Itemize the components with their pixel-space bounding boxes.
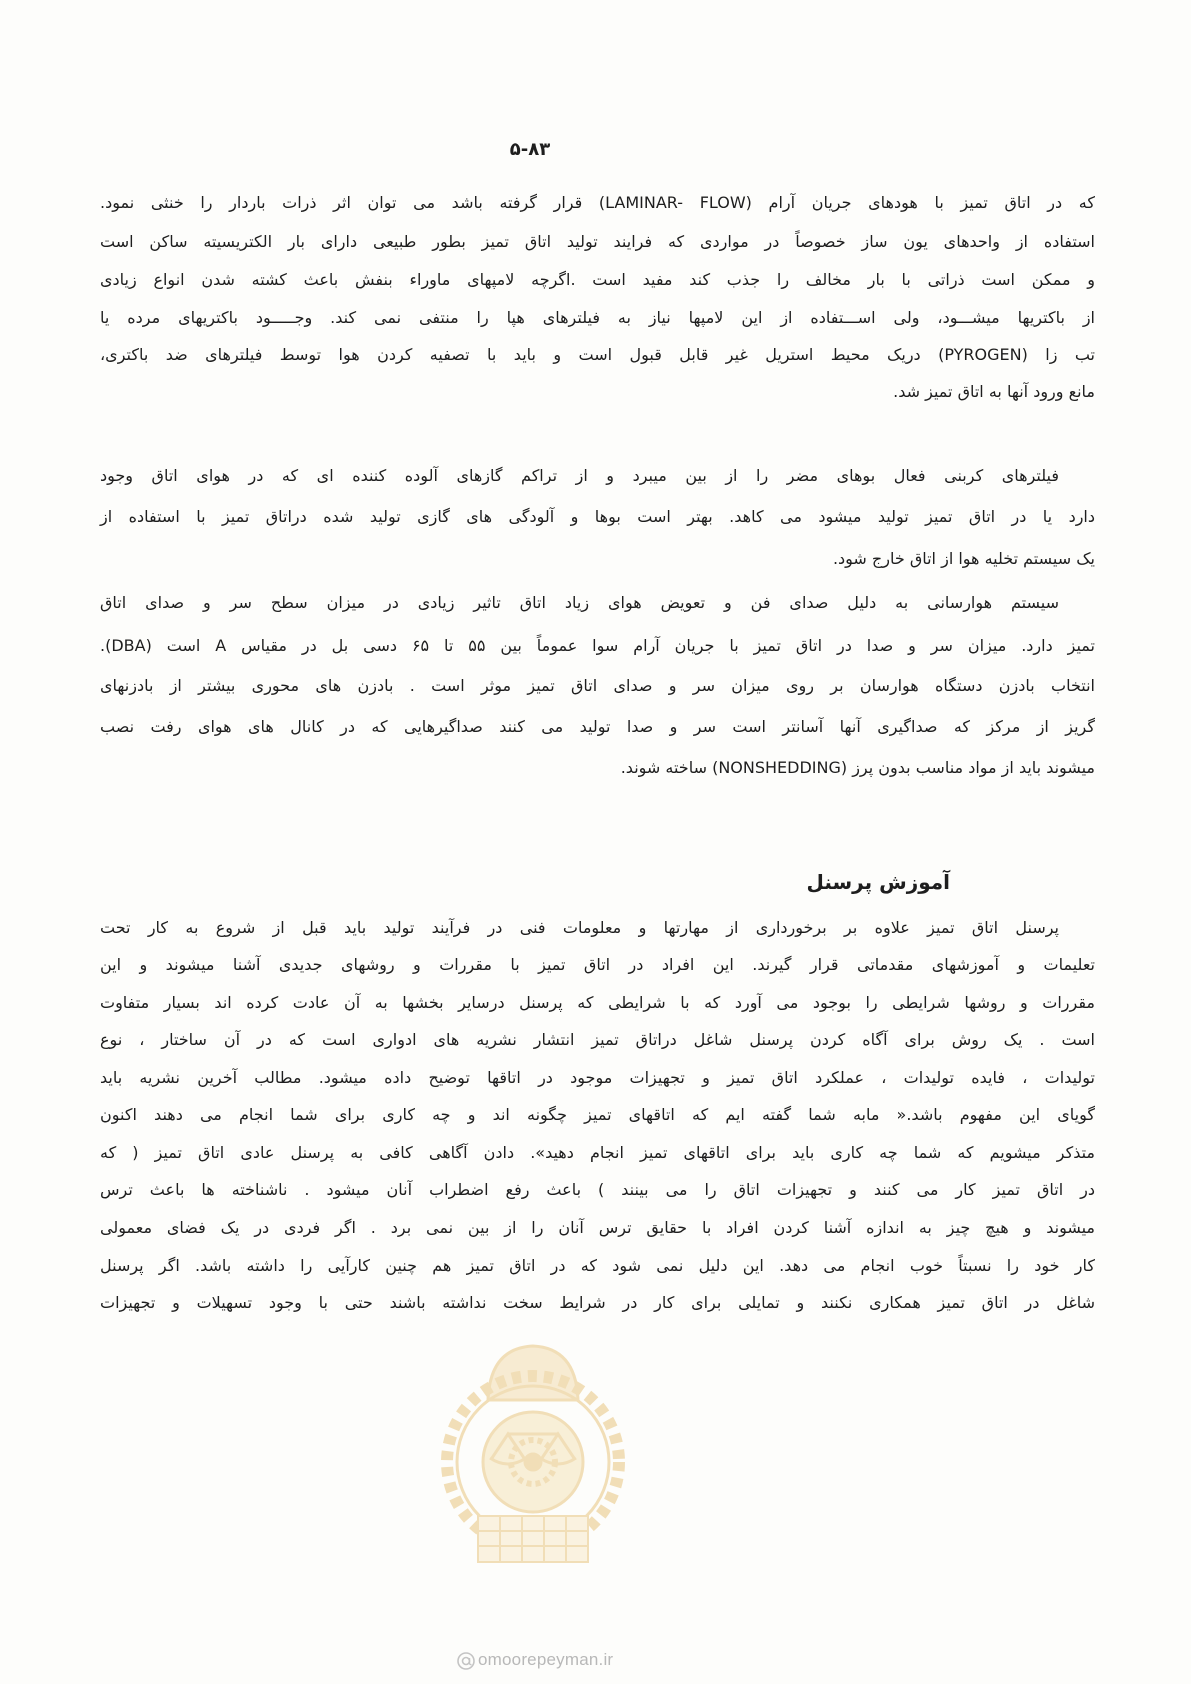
watermark-grid	[478, 1516, 588, 1562]
section-paragraph-1-line-5: تولیدات ، فایده تولیدات ، عملکرد اتاق تمیز و تجهیزات موجود در اتاقها توضیح داده میشود. مطالب آخرین نشریه باید	[100, 1068, 1095, 1087]
seal-logo-icon	[430, 1338, 636, 1566]
section-heading: آموزش پرسنل	[806, 870, 950, 894]
section-paragraph-1-line-2: تعلیمات و آموزشهای مقدماتی قرار گیرند. این افراد در اتاق تمیز با مقررات و روشهای جدیدی آشنا میشوند و این	[100, 955, 1095, 974]
section-paragraph-1-line-11: شاغل در اتاق تمیز همکاری نکنند و تمایلی برای کار در شرایط سخت نداشته باشند حتی با وجود تسهیلات و تجهیزات	[100, 1293, 1095, 1312]
paragraph-3-line-1: سیستم هوارسانی به دلیل صدای فن و تعویض هوای زیاد اتاق تاثیر زیادی در میزان سطح سر و صدای اتاق	[100, 593, 1059, 612]
section-paragraph-1-line-4: است . یک روش برای آگاه کردن پرسنل شاغل دراتاق تمیز انتشار نشریه های ادواری است که در آن ساختار ، نوع	[100, 1030, 1095, 1049]
section-paragraph-1-line-6: گویای این مفهوم باشد.« مابه شما گفته ایم که اتاقهای تمیز چگونه اند و چه کاری برای شما انجام می دهند اکنون	[100, 1105, 1095, 1124]
paragraph-1-line-3: و ممکن است ذراتی با بار مخالف را جذب کند مفید است .اگرچه لامپهای ماوراء بنفش باعث کشته شدن انواع زیادی	[100, 270, 1095, 289]
section-paragraph-1-line-10: کار خود را نسبتاً خوب انجام می دهد. این دلیل نمی شود که در اتاق تمیز هم چنین کارآیی را داشته باشد. اگر پرسنل	[100, 1256, 1095, 1275]
site-logo-icon	[456, 1651, 476, 1671]
paragraph-2-line-1: فیلترهای کربنی فعال بوهای مضر را از بین میبرد و از تراکم گازهای آلوده کننده ای که در هوای اتاق وجود	[100, 466, 1059, 485]
section-paragraph-1-line-8: در اتاق تمیز کار می کنند و تجهیزات اتاق را می بینند ) باعث رفع اضطراب آنان میشود . ناشناخته ها باعث ترس	[100, 1180, 1095, 1199]
paragraph-1-line-2: استفاده از واحدهای یون ساز خصوصاً در مواردی که فرایند تولید اتاق تمیز بطور طبیعی دارای بار الکتریسیته ساکن است	[100, 232, 1095, 251]
section-paragraph-1-line-9: میشوند و هیچ چیز به اندازه آشنا کردن افراد با حقایق ترس آنان را از بین نمی برد . اگر فردی در یک فضای معمولی	[100, 1218, 1095, 1237]
paragraph-3-line-4: گریز از مرکز که صداگیری آنها آسانتر است سر و صدا تولید می کنند صداگیرهایی که در کانال های هوای رفت نصب	[100, 717, 1095, 736]
paragraph-1-line-5: تب زا (PYROGEN) دریک محیط استریل غیر قابل قبول است و باید با تصفیه کردن هوا توسط فیلترهای ضد باکتری،	[100, 345, 1095, 364]
paragraph-1-line-1: که در اتاق تمیز با هودهای جریان آرام (LAMINAR- FLOW) قرار گرفته باشد می توان اثر ذرات باردار را خنثی نمود.	[100, 193, 1095, 212]
section-paragraph-1-line-7: متذکر میشویم که شما چه کاری باید برای اتاقهای تمیز انجام دهید». دادن آگاهی کافی به پرسنل عادی اتاق تمیز ( که	[100, 1143, 1095, 1162]
footer-site-url: omoorepeyman.ir	[478, 1650, 614, 1669]
paragraph-1-line-4: از باکتریها میشـــود، ولی اســـتفاده از این لامپها نیاز به فیلترهای هپا را منتفی نمی کند. وجـــــود باکتریهای مرده یا	[100, 308, 1095, 327]
section-paragraph-1-line-3: مقررات و روشها شرایطی را بوجود می آورد که با شرایطی که پرسنل درسایر بخشها به آن عادت کرده اند بسیار متفاوت	[100, 993, 1095, 1012]
paragraph-3-line-3: انتخاب بادزن دستگاه هوارسان بر روی میزان سر و صدای اتاق تمیز موثر است . بادزن های محوری بیشتر از بادزنهای	[100, 676, 1095, 695]
paragraph-1-line-6: مانع ورود آنها به اتاق تمیز شد.	[893, 382, 1095, 401]
page-number: ۵-۸۳	[509, 139, 551, 160]
section-paragraph-1-line-1: پرسنل اتاق تمیز علاوه بر برخورداری از مهارتها و معلومات فنی در فرآیند تولید باید قبل از شروع به کار تحت	[100, 918, 1059, 937]
paragraph-2-line-2: دارد یا در اتاق تمیز تولید میشود می کاهد. بهتر است بوها و آلودگی های گازی تولید شده دراتاق تمیز با استفاده از	[100, 507, 1095, 526]
paragraph-2-line-3: یک سیستم تخلیه هوا از اتاق خارج شود.	[832, 549, 1095, 568]
paragraph-3-line-5: میشوند باید از مواد مناسب بدون پرز (NONSHEDDING) ساخته شوند.	[620, 758, 1095, 777]
paragraph-3-line-2: تمیز دارد. میزان سر و صدا در اتاق تمیز با جریان آرام سوا عموماً بین ۵۵ تا ۶۵ دسی بل در مقیاس A است (DBA).	[100, 636, 1095, 655]
